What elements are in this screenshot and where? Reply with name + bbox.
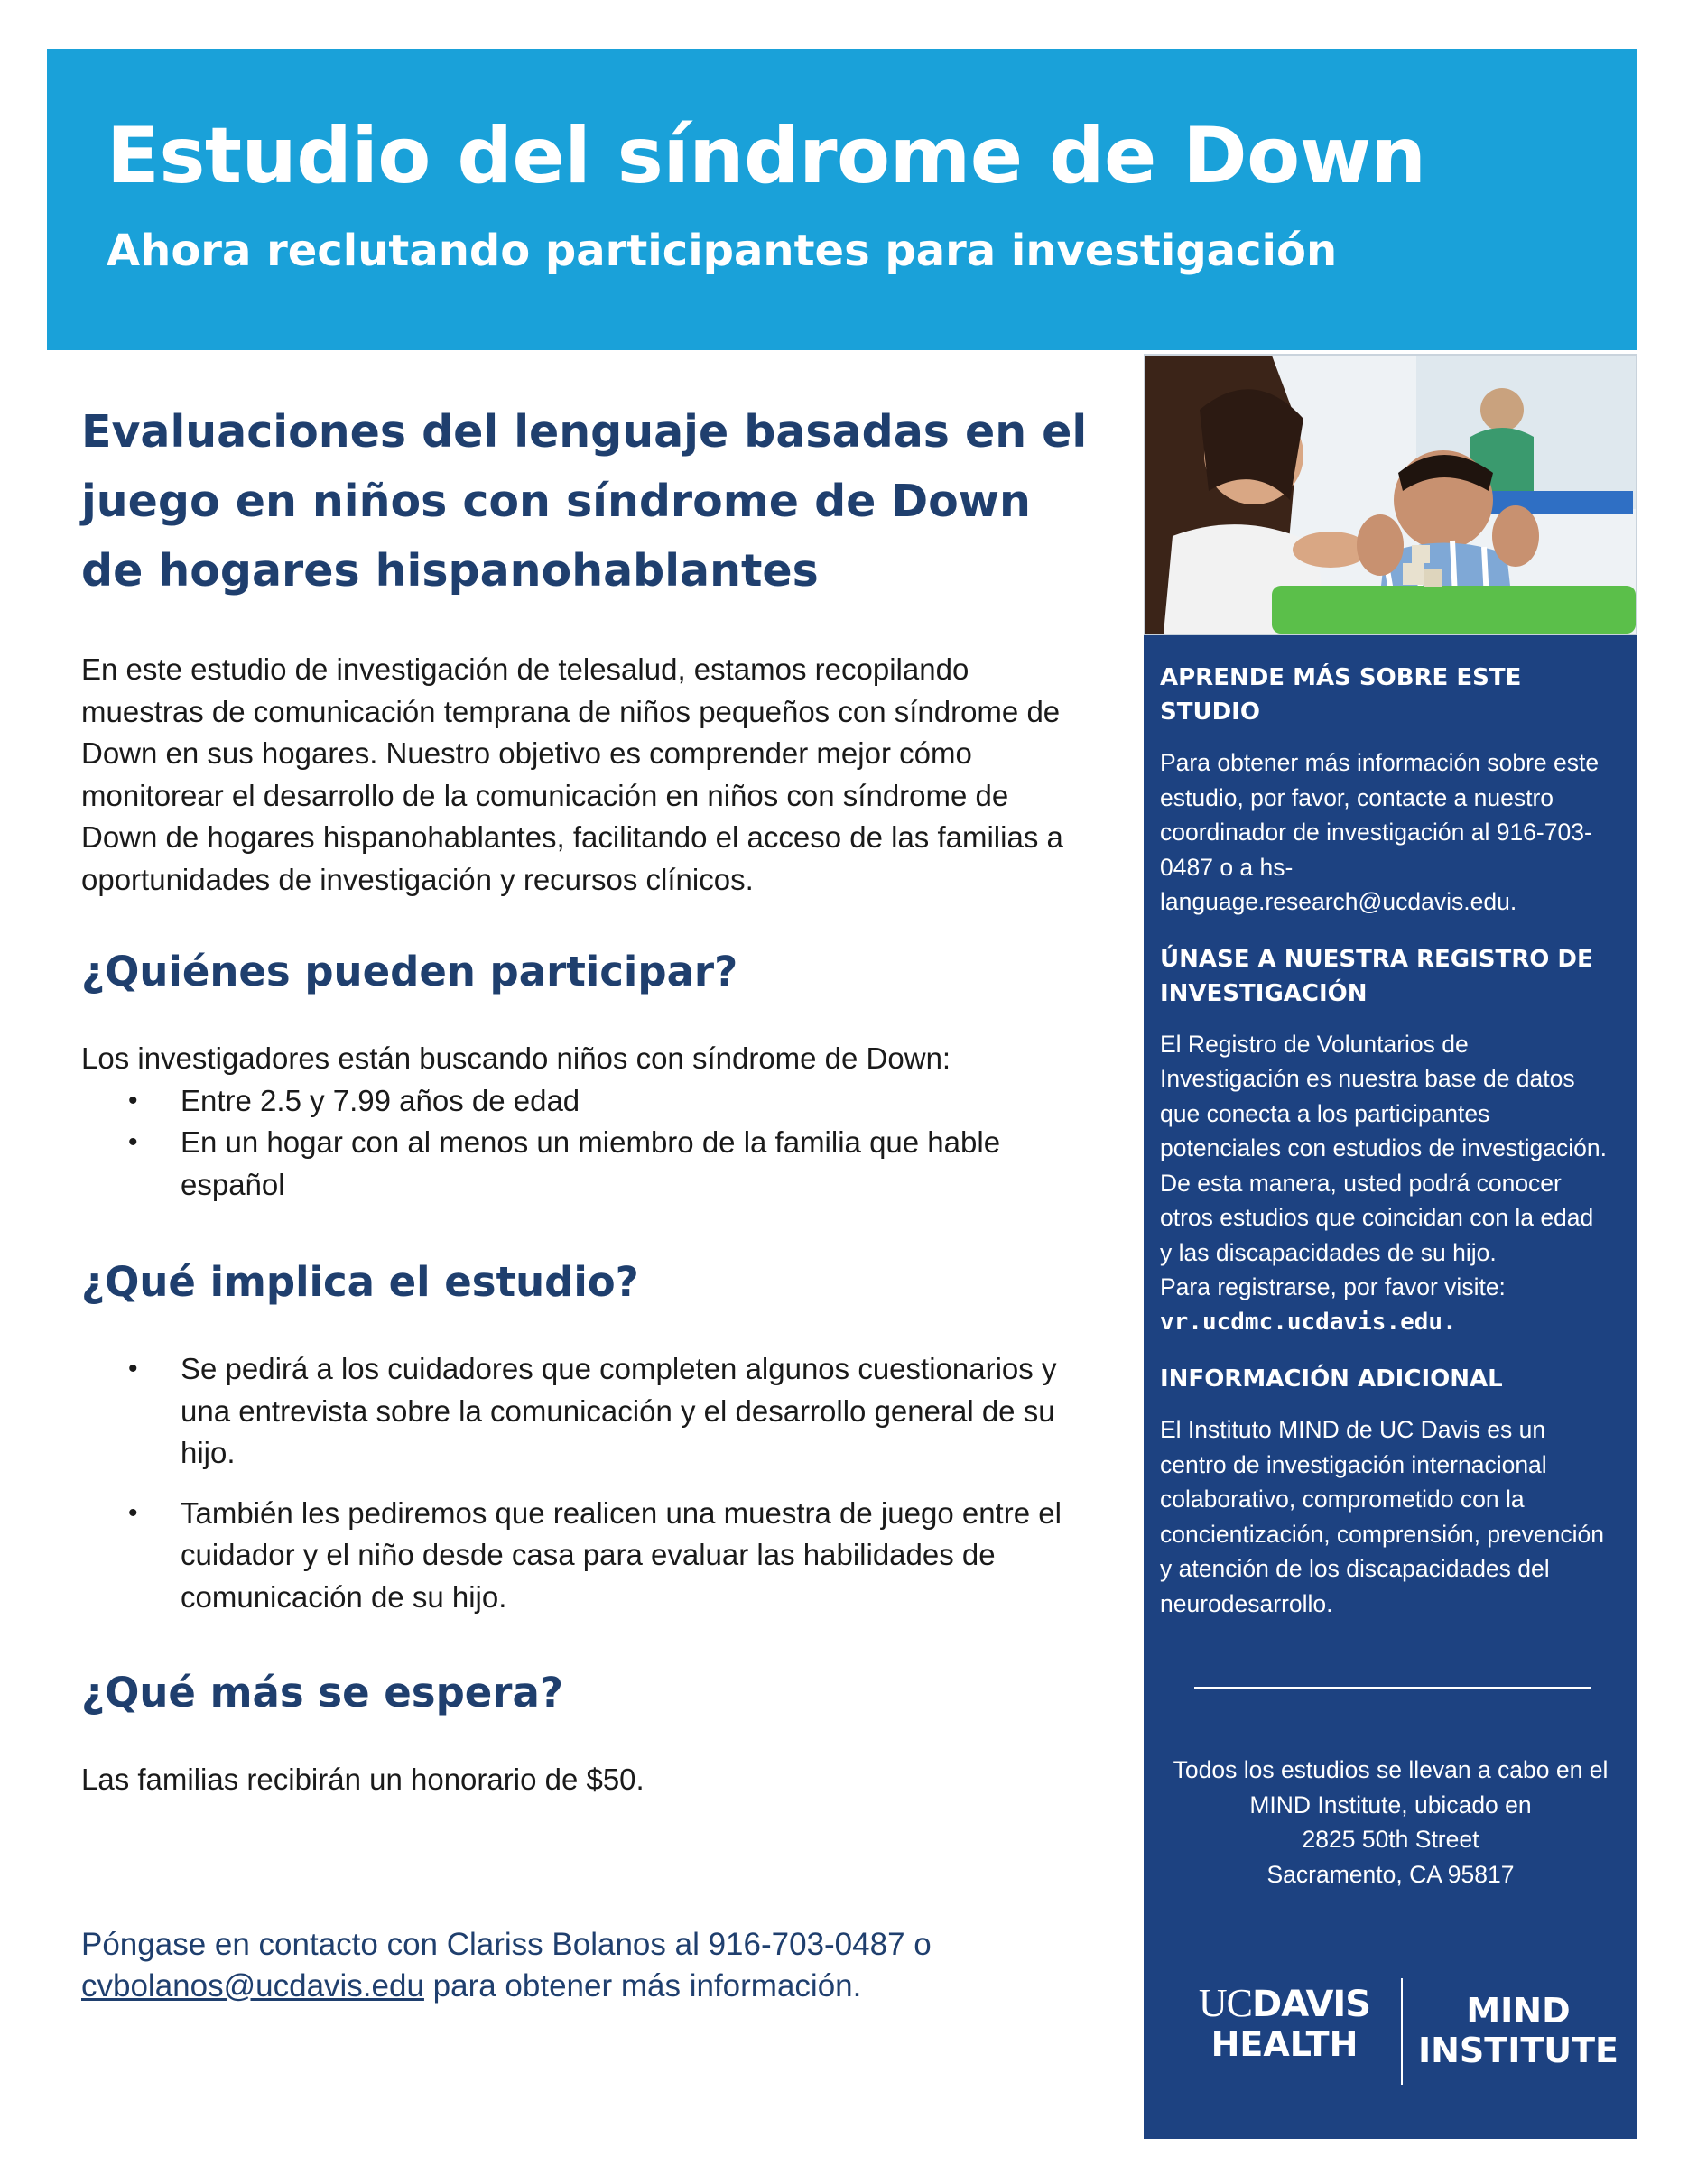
header-banner [47, 49, 1637, 350]
list-item: • En un hogar con al menos un miembro de la familia que hable español [81, 1122, 1092, 1206]
who-lead-text: Los investigadores están buscando niños con síndrome de Down: [81, 1041, 951, 1075]
who-criteria-list [81, 1080, 1092, 1207]
study-headline [81, 397, 1092, 606]
location-line: 2825 50th Street [1302, 1826, 1479, 1853]
contact-prefix: Póngase en contacto con Clariss Bolanos al 916-703-0487 o [81, 1927, 932, 1962]
learn-more-heading: APRENDE MÁS SOBRE ESTE STUDIO [1160, 664, 1522, 726]
contact-email-link[interactable]: cvbolanos@ucdavis.edu [81, 1968, 424, 2004]
contact-info [81, 1924, 1119, 2007]
section-title-who: ¿Quiénes pueden participar? [81, 948, 738, 995]
additional-info-heading: INFORMACIÓN ADICIONAL [1160, 1365, 1503, 1393]
sidebar-divider [1194, 1687, 1591, 1689]
photo-illustration [1145, 356, 1636, 634]
info-sidebar [1144, 635, 1637, 2139]
honorarium-text: Las familias recibirán un honorario de $50. [81, 1763, 645, 1796]
contact-suffix: para obtener más información. [423, 1968, 862, 2004]
intro-paragraph: En este estudio de investigación de telesalud, estamos recopilando muestras de comunicación temprana de niños pequeños con síndrome de Down en sus hogares. Nuestro objetivo es comprender mejor cómo monitorear el desarrollo de la comunicación en niños con síndrome de Down de hogares hispanohablantes, facilitando el acceso de las familias a oportunidades de investigación y recursos clínicos. [81, 652, 1063, 896]
registry-text: El Registro de Voluntarios de Investigación es nuestra base de datos que conecta a los participantes potenciales con estudios de investigación. De esta manera, usted podrá conocer otros estudios que coincidan con la edad y las discapacidades de su hijo. [1160, 1030, 1607, 1266]
section-title-more: ¿Qué más se espera? [81, 1669, 563, 1717]
registry-heading: ÚNASE A NUESTRA REGISTRO DE INVESTIGACIÓN [1160, 945, 1593, 1007]
location-line: Todos los estudios se llevan a cabo en el [1173, 1756, 1609, 1783]
location-text [1144, 1753, 1637, 1892]
logo-divider [1401, 1978, 1403, 2085]
logo-lockup [1144, 1978, 1637, 2096]
logo-mind-text: MIND [1466, 1991, 1571, 2031]
location-line: Sacramento, CA 95817 [1266, 1860, 1515, 1888]
headline-line: juego en niños con síndrome de Down [81, 476, 1031, 527]
registry-visit-text: Para registrarse, por favor visite: [1160, 1273, 1506, 1300]
logo-health-text: HEALTH [1210, 2024, 1359, 2064]
logo-institute-text: INSTITUTE [1417, 2031, 1619, 2070]
registry-block [1160, 942, 1610, 1340]
registry-url-link[interactable]: vr.ucdmc.ucdavis.edu. [1160, 1308, 1457, 1336]
learn-more-text: Para obtener más información sobre este estudio, por favor, contacte a nuestro coordinador de investigación al 916-703-0487 o a hs-language.research@ucdavis.edu. [1160, 749, 1600, 915]
study-photo [1144, 354, 1637, 635]
learn-more-block [1160, 661, 1610, 920]
list-item: • También les pediremos que realicen una muestra de juego entre el cuidador y el niño desde casa para evaluar las habilidades de comunicación de su hijo. [81, 1493, 1092, 1619]
ucdavis-health-logo [1194, 1981, 1375, 2064]
headline-line: de hogares hispanohablantes [81, 545, 819, 597]
additional-info-block [1160, 1362, 1610, 1621]
main-content [81, 397, 1092, 1801]
what-list [81, 1348, 1092, 1618]
section-title-what: ¿Qué implica el estudio? [81, 1258, 639, 1306]
mind-institute-logo [1414, 1991, 1622, 2070]
additional-info-text: El Instituto MIND de UC Davis es un centro de investigación internacional colaborativo, comprometido con la concientización, comprensión, prevención y atención de los discapacidades del neurodesarrollo. [1160, 1416, 1604, 1617]
list-item: • Se pedirá a los cuidadores que completen algunos cuestionarios y una entrevista sobre la comunicación y el desarrollo general de su hijo. [81, 1348, 1092, 1475]
logo-uc-text: UC [1198, 1981, 1253, 2025]
location-line: MIND Institute, ubicado en [1249, 1791, 1532, 1818]
logo-davis-text: DAVIS [1252, 1984, 1371, 2025]
headline-line: Evaluaciones del lenguaje basadas en el [81, 406, 1088, 458]
page-title: Estudio del síndrome de Down [107, 111, 1426, 201]
page-subtitle: Ahora reclutando participantes para investigación [107, 226, 1338, 276]
list-item: • Entre 2.5 y 7.99 años de edad [81, 1080, 1092, 1123]
